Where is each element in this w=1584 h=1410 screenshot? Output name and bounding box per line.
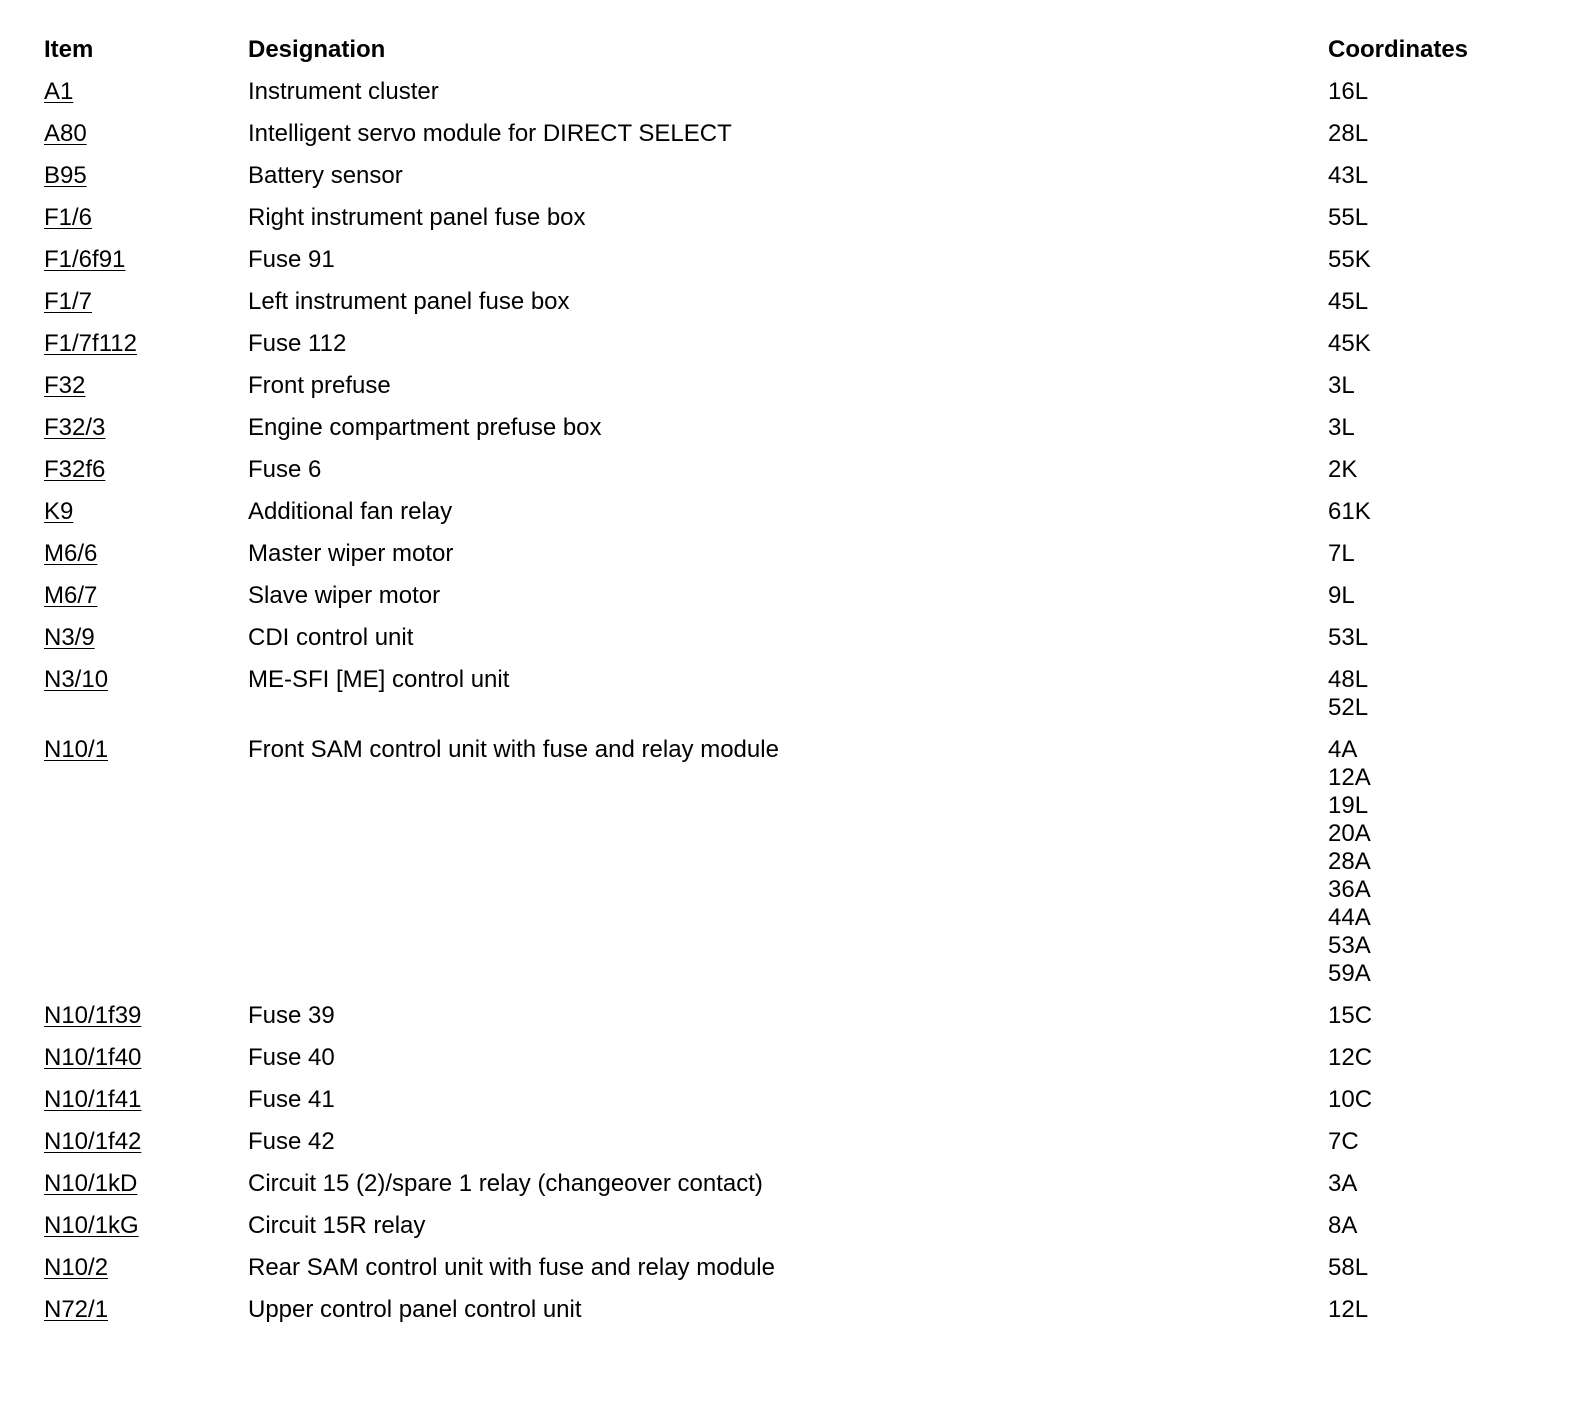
designation-cell: Battery sensor [248,162,403,189]
table-row [44,120,1528,162]
coordinates-column-header: Coordinates [1328,36,1469,63]
designation-cell: Fuse 41 [248,1086,335,1113]
coordinate-value: 3L [1328,414,1355,441]
table-row [44,414,1528,456]
coordinate-value: 43L [1328,162,1369,189]
coordinates-cell [1328,204,1528,246]
item-cell [44,1086,248,1128]
item-link[interactable]: N3/9 [44,624,95,651]
coordinates-cell [1328,1212,1528,1254]
item-cell [44,624,248,666]
item-link[interactable]: A1 [44,78,74,105]
designation-cell: Engine compartment prefuse box [248,414,602,441]
coordinate-value: 10C [1328,1086,1373,1113]
coordinates-cell [1328,330,1528,372]
coordinate-value: 9L [1328,582,1355,609]
coordinates-cell [1328,288,1528,330]
item-cell [44,120,248,162]
item-cell [44,246,248,288]
designation-cell: Master wiper motor [248,540,454,567]
coordinates-cell [1328,1296,1528,1338]
item-link[interactable]: N10/1f40 [44,1044,142,1071]
item-link[interactable]: F32f6 [44,456,106,483]
item-link[interactable]: N10/1kD [44,1170,138,1197]
coordinate-value: 45L [1328,288,1369,315]
table-row [44,498,1528,540]
table-row [44,330,1528,372]
coordinates-cell [1328,1002,1528,1044]
coordinate-value: 12C [1328,1044,1373,1071]
coordinates-cell [1328,624,1528,666]
item-link[interactable]: N3/10 [44,666,109,693]
item-cell [44,1002,248,1044]
coordinates-cell [1328,120,1528,162]
item-link[interactable]: A80 [44,120,87,147]
coordinate-value: 59A [1328,960,1371,987]
coordinate-value: 4A [1328,736,1358,763]
item-cell [44,736,248,1002]
coordinates-cell [1328,414,1528,456]
item-link[interactable]: F1/7 [44,288,93,315]
item-link[interactable]: N10/2 [44,1254,109,1281]
item-cell [44,666,248,736]
coordinates-cell [1328,1044,1528,1086]
table-row [44,372,1528,414]
item-cell [44,1044,248,1086]
coordinates-cell [1328,1086,1528,1128]
coordinate-value: 12A [1328,764,1371,791]
table-row [44,1170,1528,1212]
designation-cell: Fuse 39 [248,1002,335,1029]
coordinate-value: 53A [1328,932,1371,959]
item-link[interactable]: M6/6 [44,540,98,567]
coordinate-value: 2K [1328,456,1358,483]
coordinate-value: 3A [1328,1170,1358,1197]
coordinate-value: 19L [1328,792,1369,819]
designation-cell: Fuse 91 [248,246,335,273]
item-cell [44,1128,248,1170]
item-cell [44,372,248,414]
designation-cell: Left instrument panel fuse box [248,288,570,315]
table-row [44,540,1528,582]
table-row [44,78,1528,120]
table-row [44,1002,1528,1044]
designation-cell: Right instrument panel fuse box [248,204,586,231]
coordinates-cell [1328,666,1528,736]
item-link[interactable]: F32 [44,372,86,399]
table-row [44,1296,1528,1338]
item-cell [44,330,248,372]
table-row [44,162,1528,204]
table-row [44,204,1528,246]
table-body [44,78,1528,1338]
item-cell [44,204,248,246]
item-link[interactable]: F1/6f91 [44,246,126,273]
item-link[interactable]: N10/1 [44,736,109,763]
coordinate-value: 15C [1328,1002,1373,1029]
designation-cell: Additional fan relay [248,498,453,525]
component-legend-table [44,36,1528,1338]
coordinate-value: 28A [1328,848,1371,875]
item-link[interactable]: N72/1 [44,1296,109,1323]
coordinate-value: 55K [1328,246,1371,273]
coordinate-value: 58L [1328,1254,1369,1281]
item-link[interactable]: F1/6 [44,204,93,231]
item-link[interactable]: F1/7f112 [44,330,137,357]
item-cell [44,1296,248,1338]
designation-cell: Circuit 15R relay [248,1212,426,1239]
item-cell [44,540,248,582]
designation-cell: ME-SFI [ME] control unit [248,666,510,693]
table-row [44,1128,1528,1170]
header-row [44,36,1528,78]
coordinates-cell [1328,498,1528,540]
item-cell [44,288,248,330]
designation-cell: Slave wiper motor [248,582,441,609]
table-row [44,736,1528,1002]
designation-cell: Intelligent servo module for DIRECT SELECT [248,120,732,147]
item-cell [44,1212,248,1254]
item-cell [44,1254,248,1296]
coordinate-value: 44A [1328,904,1371,931]
designation-column-header: Designation [248,36,386,63]
item-link[interactable]: N10/1f39 [44,1002,142,1029]
designation-cell: Fuse 112 [248,330,347,357]
coordinates-cell [1328,1128,1528,1170]
coordinates-cell [1328,78,1528,120]
item-link[interactable]: N10/1f41 [44,1086,142,1113]
table-row [44,624,1528,666]
item-cell [44,498,248,540]
designation-cell: CDI control unit [248,624,414,651]
table-row [44,288,1528,330]
designation-cell: Rear SAM control unit with fuse and relay module [248,1254,775,1281]
table-row [44,1086,1528,1128]
table-row [44,246,1528,288]
table-row [44,1254,1528,1296]
designation-cell: Fuse 40 [248,1044,335,1071]
coordinates-cell [1328,372,1528,414]
coordinates-cell [1328,582,1528,624]
coordinate-value: 7L [1328,540,1355,567]
coordinates-cell [1328,162,1528,204]
item-cell [44,1170,248,1212]
item-link[interactable]: N10/1f42 [44,1128,142,1155]
coordinate-value: 20A [1328,820,1371,847]
table-row [44,1212,1528,1254]
coordinates-cell [1328,736,1528,1002]
item-link[interactable]: B95 [44,162,87,189]
item-link[interactable]: F32/3 [44,414,106,441]
coordinate-value: 3L [1328,372,1355,399]
table-row [44,666,1528,736]
table-header [44,36,1528,78]
coordinates-cell [1328,540,1528,582]
table-row [44,456,1528,498]
coordinates-cell [1328,1170,1528,1212]
coordinate-value: 45K [1328,330,1371,357]
coordinate-value: 16L [1328,78,1369,105]
coordinate-value: 12L [1328,1296,1369,1323]
coordinates-cell [1328,456,1528,498]
coordinate-value: 55L [1328,204,1369,231]
coordinate-value: 52L [1328,694,1369,721]
item-cell [44,414,248,456]
coordinate-value: 53L [1328,624,1369,651]
designation-cell: Fuse 42 [248,1128,335,1155]
designation-cell: Front prefuse [248,372,391,399]
designation-cell: Instrument cluster [248,78,439,105]
item-link[interactable]: N10/1kG [44,1212,139,1239]
designation-cell: Upper control panel control unit [248,1296,582,1323]
item-cell [44,162,248,204]
designation-cell: Front SAM control unit with fuse and relay module [248,736,779,763]
designation-cell: Circuit 15 (2)/spare 1 relay (changeover contact) [248,1170,763,1197]
coordinates-cell [1328,1254,1528,1296]
item-link[interactable]: K9 [44,498,74,525]
coordinate-value: 28L [1328,120,1369,147]
item-cell [44,78,248,120]
designation-cell: Fuse 6 [248,456,322,483]
coordinate-value: 48L [1328,666,1369,693]
coordinate-value: 61K [1328,498,1371,525]
coordinate-value: 36A [1328,876,1371,903]
item-column-header: Item [44,36,94,63]
item-cell [44,456,248,498]
table-row [44,1044,1528,1086]
coordinate-value: 8A [1328,1212,1358,1239]
coordinate-value: 7C [1328,1128,1359,1155]
item-cell [44,582,248,624]
item-link[interactable]: M6/7 [44,582,98,609]
coordinates-cell [1328,246,1528,288]
table-row [44,582,1528,624]
